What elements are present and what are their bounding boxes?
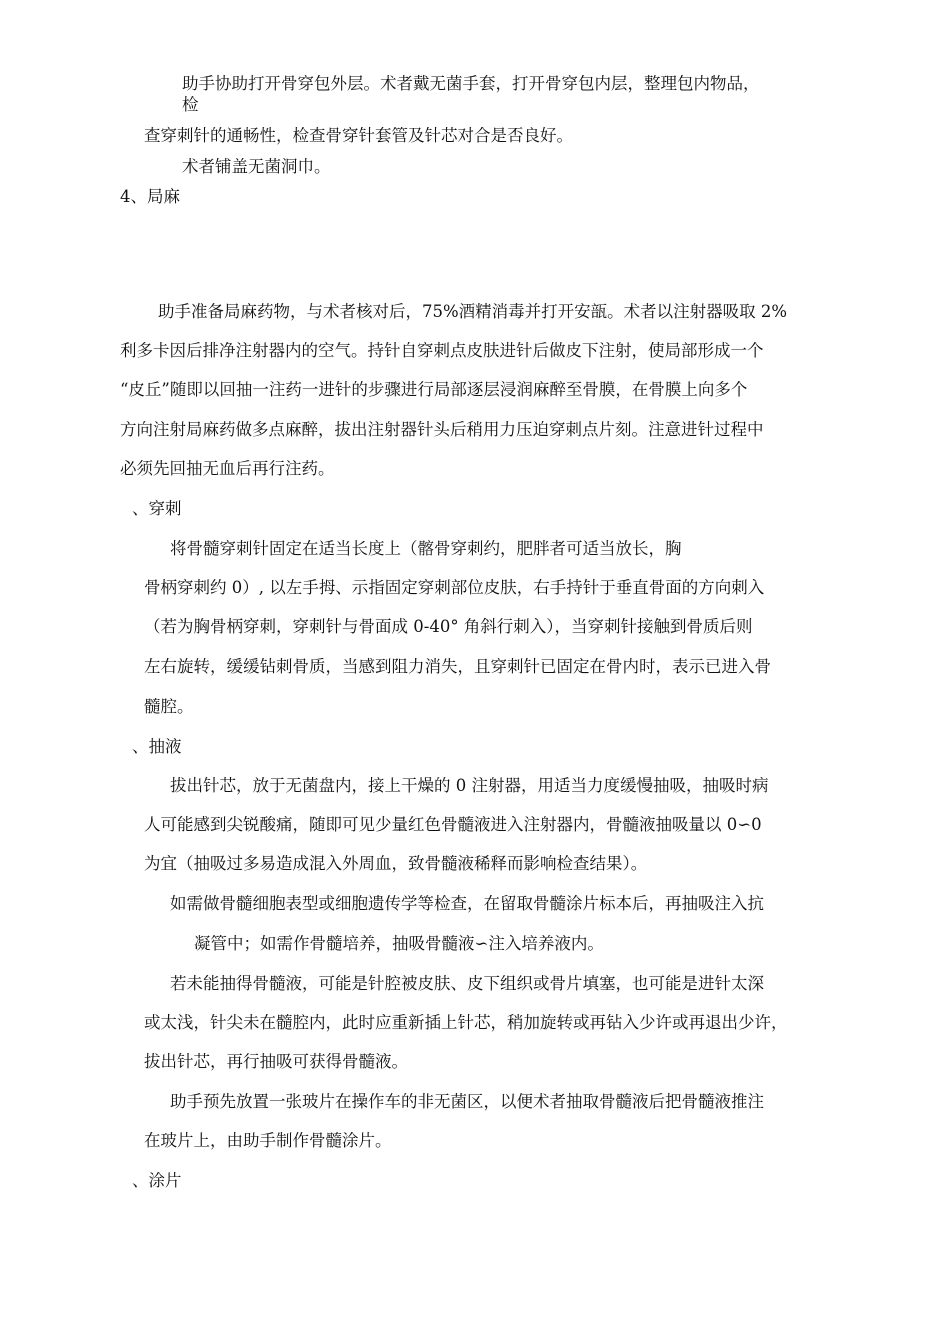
text-line: （若为胸骨柄穿刺，穿刺针与骨面成 0-40° 角斜行刺入），当穿刺针接触到骨质后则	[144, 617, 753, 636]
text-line: 将骨髓穿刺针固定在适当长度上（髂骨穿刺约，肥胖者可适当放长，胸	[170, 539, 682, 558]
section-heading: 4、局麻	[120, 187, 180, 206]
text-line: 为宜（抽吸过多易造成混入外周血，致骨髓液稀释而影响检查结果）。	[144, 854, 648, 873]
text-line: 凝管中；如需作骨髓培养，抽吸骨髓液∽注入培养液内。	[194, 934, 604, 953]
text-line: 查穿刺针的通畅性，检查骨穿针套管及针芯对合是否良好。	[144, 126, 573, 145]
text-line: 方向注射局麻药做多点麻醉，拔出注射器针头后稍用力压迫穿刺点片刻。注意进针过程中	[120, 420, 764, 439]
text-line: 检	[182, 95, 199, 114]
text-line: 拔出针芯，再行抽吸可获得骨髓液。	[144, 1052, 408, 1071]
text-line: 必须先回抽无血后再行注药。	[120, 459, 335, 478]
text-line: 若未能抽得骨髓液，可能是针腔被皮肤、皮下组织或骨片填塞，也可能是进针太深	[170, 974, 764, 993]
section-heading: 、穿刺	[132, 499, 182, 518]
section-heading: 、涂片	[132, 1171, 182, 1190]
text-line: “皮丘”随即以回抽一注药一进针的步骤进行局部逐层浸润麻醉至骨膜，在骨膜上向多个	[120, 380, 748, 399]
text-line: 如需做骨髓细胞表型或细胞遗传学等检查，在留取骨髓涂片标本后，再抽吸注入抗	[170, 894, 764, 913]
text-line: 拔出针芯，放于无菌盘内，接上干燥的 0 注射器，用适当力度缓慢抽吸，抽吸时病	[170, 776, 769, 795]
section-heading: 、抽液	[132, 737, 182, 756]
text-line: 在玻片上，由助手制作骨髓涂片。	[144, 1131, 392, 1150]
text-line: 助手协助打开骨穿包外层。术者戴无菌手套，打开骨穿包内层，整理包内物品，	[182, 74, 760, 93]
text-line: 人可能感到尖锐酸痛，随即可见少量红色骨髓液进入注射器内，骨髓液抽吸量以 0∽0	[144, 815, 762, 834]
text-line: 利多卡因后排净注射器内的空气。持针自穿刺点皮肤进针后做皮下注射，使局部形成一个	[120, 341, 764, 360]
text-line: 髓腔。	[144, 697, 194, 716]
text-line: 左右旋转，缓缓钻刺骨质，当感到阻力消失，且穿刺针已固定在骨内时，表示已进入骨	[144, 657, 771, 676]
text-line: 或太浅，针尖未在髓腔内，此时应重新插上针芯，稍加旋转或再钻入少许或再退出少许，	[144, 1013, 788, 1032]
text-line: 助手准备局麻药物，与术者核对后，75%酒精消毒并打开安瓿。术者以注射器吸取 2%	[158, 302, 788, 321]
text-line: 术者铺盖无菌洞巾。	[182, 157, 331, 176]
text-line: 助手预先放置一张玻片在操作车的非无菌区，以便术者抽取骨髓液后把骨髓液推注	[170, 1092, 764, 1111]
text-line: 骨柄穿刺约 0）, 以左手拇、示指固定穿刺部位皮肤，右手持针于垂直骨面的方向刺入	[144, 578, 765, 597]
